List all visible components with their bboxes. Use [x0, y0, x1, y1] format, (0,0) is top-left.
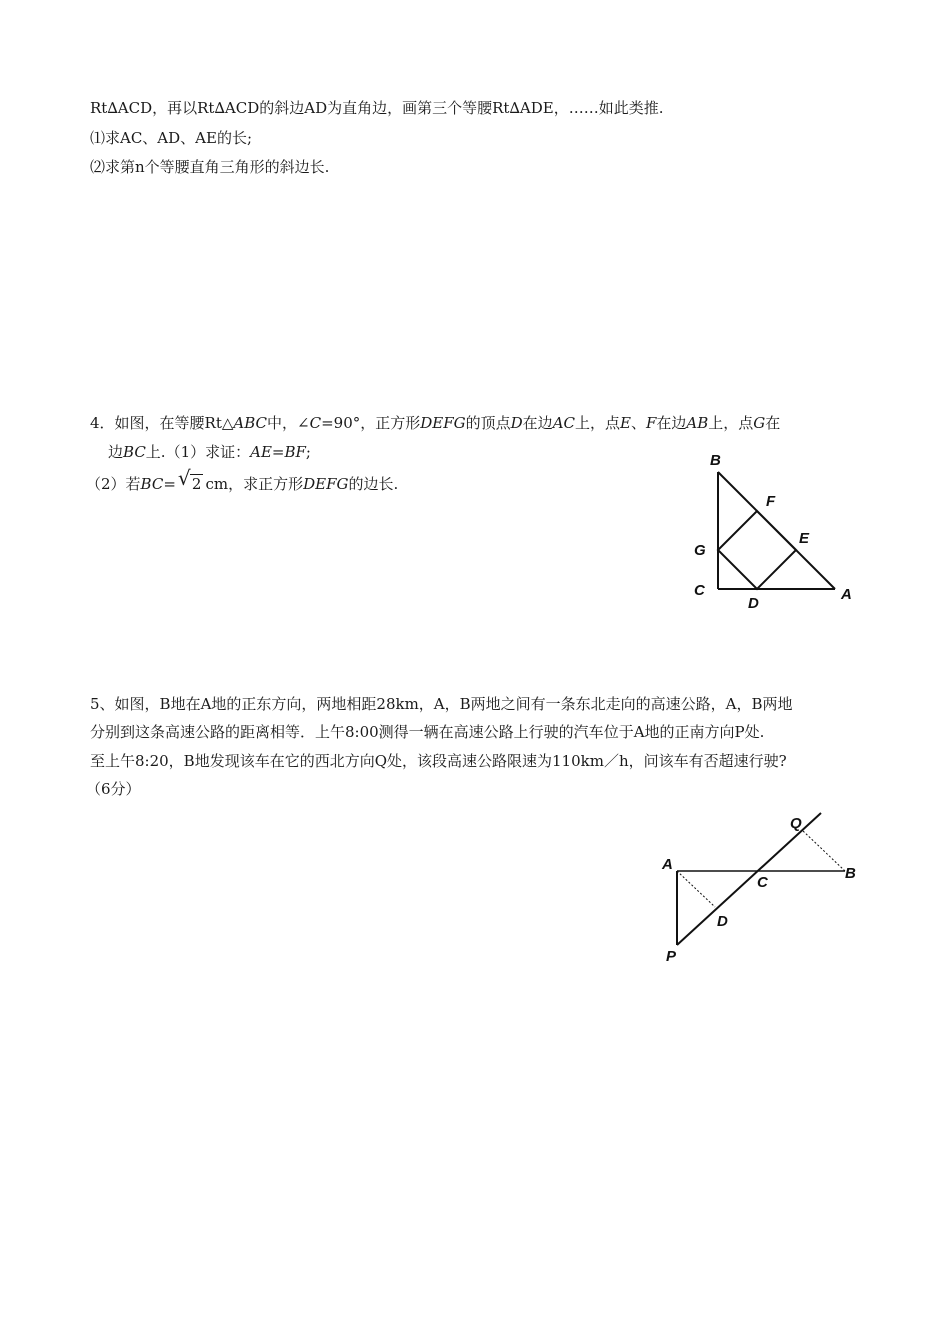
text: 在 — [765, 414, 781, 432]
point-d: D — [510, 414, 523, 432]
label-c: C — [694, 582, 705, 599]
triangle-abc: ABC — [233, 414, 268, 432]
text: （2）若 — [86, 475, 141, 493]
label-a: A — [662, 856, 673, 873]
text: 在边 — [656, 414, 687, 432]
text: 的边长. — [348, 475, 399, 493]
side-bc: BC — [123, 443, 146, 461]
problem5-line2: 分别到这条高速公路的距离相等．上午8:00测得一辆在高速公路上行驶的汽车位于A地的正南方向P处. — [90, 723, 765, 741]
problem4-line2 — [108, 442, 311, 462]
square-defg-shape — [718, 511, 796, 589]
point-e: E — [620, 414, 631, 432]
text: 上，点 — [708, 414, 754, 432]
problem4-line1 — [90, 413, 780, 433]
problem3-part2: ⑵求第n个等腰直角三角形的斜边长. — [90, 158, 330, 176]
highway-line — [677, 813, 821, 945]
angle-c: C — [309, 414, 322, 432]
label-d: D — [748, 595, 759, 612]
point-f: F — [645, 414, 657, 432]
equation-ae-bf: AE=BF — [250, 443, 306, 461]
side-ac: AC — [552, 414, 575, 432]
text: 上.（1）求证： — [145, 443, 251, 461]
problem5-line1: 5、如图，B地在A地的正东方向，两地相距28km，A，B两地之间有一条东北走向的高速公路，A，B两地 — [90, 695, 793, 713]
label-e: E — [799, 530, 810, 547]
text: = — [163, 475, 176, 493]
problem4-line3 — [86, 466, 399, 494]
text: 4．如图，在等腰Rt△ — [90, 414, 234, 432]
label-b: B — [710, 452, 721, 469]
triangle-square-figure — [680, 445, 870, 620]
square-defg: DEFG — [303, 475, 349, 493]
highway-figure — [655, 805, 875, 970]
sqrt-two — [177, 466, 204, 494]
label-f: F — [766, 493, 776, 510]
text: 、 — [630, 414, 646, 432]
side-ab: AB — [686, 414, 709, 432]
text: 在边 — [522, 414, 553, 432]
text: =90°，正方形 — [321, 414, 421, 432]
sqrt-value: 2 — [191, 475, 202, 493]
label-g: G — [694, 542, 706, 559]
text: cm，求正方形 — [205, 475, 304, 493]
point-g: G — [753, 414, 766, 432]
text: 中，∠ — [267, 414, 310, 432]
text: 的顶点 — [465, 414, 511, 432]
text: ; — [305, 443, 311, 461]
dotted-bq — [802, 830, 845, 871]
label-d: D — [717, 913, 728, 930]
text: 上，点 — [575, 414, 621, 432]
label-c: C — [757, 874, 768, 891]
label-b: B — [845, 865, 856, 882]
label-p: P — [666, 948, 677, 965]
text: 边 — [108, 443, 124, 461]
radical-sign: √ — [177, 466, 191, 490]
problem5-line4: （6分） — [86, 780, 141, 798]
problem5-line3: 至上午8:20，B地发现该车在它的西北方向Q处，该段高速公路限速为110km／h，问该车有否超速行驶? — [90, 752, 787, 770]
square-defg: DEFG — [420, 414, 466, 432]
side-bc: BC — [140, 475, 164, 493]
label-a: A — [841, 586, 852, 603]
problem3-intro-line: Rt∆ACD，再以Rt∆ACD的斜边AD为直角边，画第三个等腰Rt∆ADE，……如此类推. — [90, 99, 664, 117]
label-q: Q — [790, 815, 802, 832]
problem3-part1: ⑴求AC、AD、AE的长; — [90, 129, 253, 147]
dotted-ad — [677, 871, 715, 907]
